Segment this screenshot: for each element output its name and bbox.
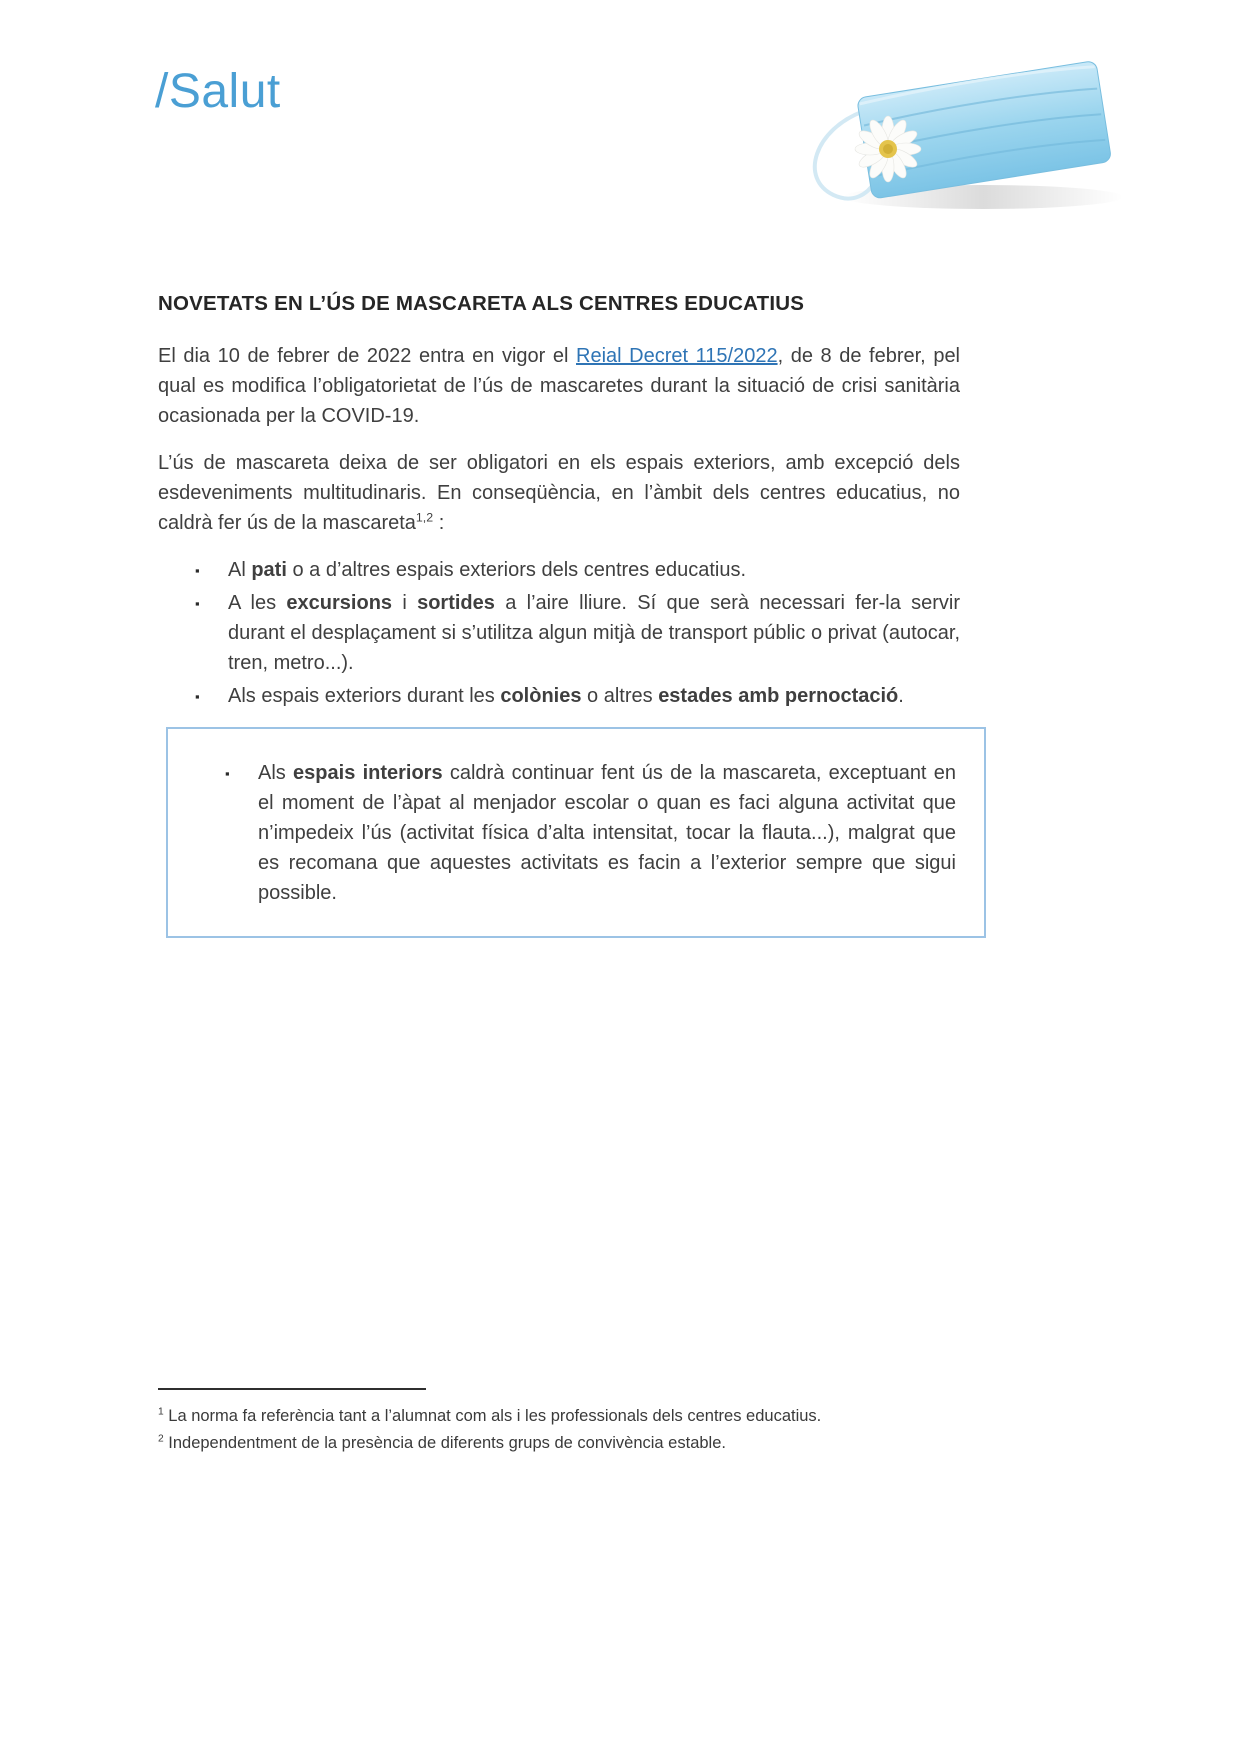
bullet-square-icon: ▪ bbox=[195, 596, 200, 611]
reial-decret-link[interactable]: Reial Decret 115/2022 bbox=[576, 345, 778, 367]
list-item-excursions bbox=[195, 588, 960, 678]
list-item-pati bbox=[195, 555, 960, 585]
bullet-square-icon: ▪ bbox=[225, 766, 230, 781]
footnotes-section bbox=[158, 1388, 958, 1457]
footnote-separator bbox=[158, 1388, 426, 1390]
list-item-text: Als espais interiors caldrà continuar fent ús de la mascareta, exceptuant en el moment de l’àpat al menjador escolar o quan es faci alguna activitat que n’impedeix l’ús (activitat física d’alta intensitat, tocar la flauta...), malgrat que es recomana que aquestes activitats es facin a l’exterior sempre que sigui possible. bbox=[258, 762, 956, 904]
superscript-reference: 1,2 bbox=[415, 510, 434, 525]
salut-logo: /Salut bbox=[155, 65, 281, 118]
list-item-colonies bbox=[195, 681, 960, 711]
exterior-exceptions-list bbox=[158, 555, 960, 711]
interior-spaces-callout-box bbox=[166, 727, 986, 938]
mask-with-daisy-image bbox=[788, 45, 1133, 225]
callout-list bbox=[178, 758, 956, 908]
paragraph-intro: El dia 10 de febrer de 2022 entra en vigor el Reial Decret 115/2022, de 8 de febrer, pel qual es modifica l’obligatorietat de l’ús de mascaretes durant la situació de crisi sanitària ocasionada per la COVID-19. bbox=[158, 345, 961, 427]
list-item-text: Als espais exteriors durant les colònies o altres estades amb pernoctació. bbox=[228, 685, 904, 707]
footnote-2: $^2$ Independentment de la presència de diferents grups de convivència estable. bbox=[158, 1433, 726, 1452]
footnote-1: $^1$ La norma fa referència tant a l’alumnat com als i les professionals dels centres educatius. bbox=[158, 1406, 822, 1425]
document-body bbox=[158, 290, 960, 938]
list-item-text: A les excursions i sortides a l’aire lliure. Sí que serà necessari fer-la servir durant el desplaçament si s’utilitza algun mitjà de transport públic o privat (autocar, tren, metro...). bbox=[228, 592, 961, 674]
paragraph-exteriors: L’ús de mascareta deixa de ser obligatori en els espais exteriors, amb excepció dels esdeveniments multitudinaris. En conseqüència, en l’àmbit dels centres educatius, no caldrà fer ús de la mascareta$^{1,2}$ : bbox=[158, 452, 960, 534]
document-title: NOVETATS EN L’ÚS DE MASCARETA ALS CENTRES EDUCATIUS bbox=[158, 292, 805, 315]
superscript-reference: 1 bbox=[158, 1406, 164, 1418]
mask-body bbox=[805, 60, 1112, 207]
bullet-square-icon: ▪ bbox=[195, 563, 200, 578]
bullet-square-icon: ▪ bbox=[195, 689, 200, 704]
list-item-text: Al pati o a d’altres espais exteriors dels centres educatius. bbox=[228, 559, 747, 581]
superscript-reference: 2 bbox=[158, 1433, 164, 1445]
list-item-espais-interiors bbox=[225, 758, 956, 908]
